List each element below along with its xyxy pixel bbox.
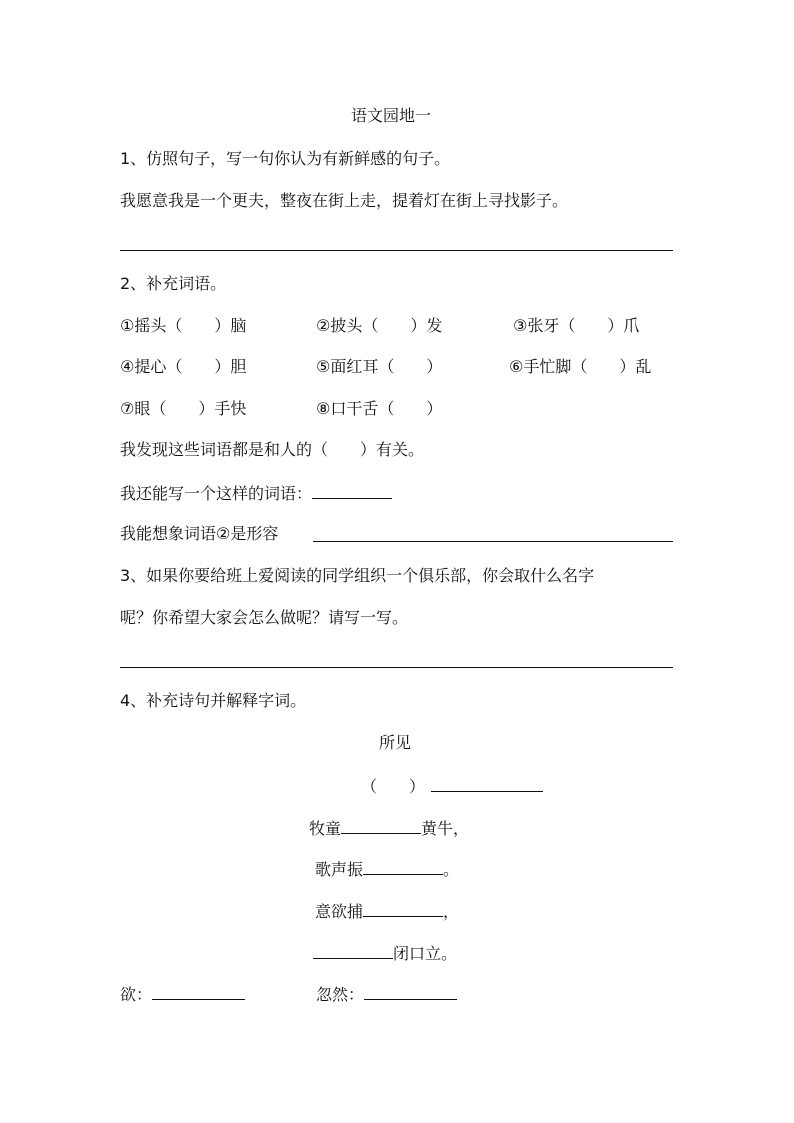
q3-prompt-line2: 呢？你希望大家会怎么做呢？请写一写。 <box>120 608 409 627</box>
q2-item[interactable]: ②披头（ ）发 <box>316 316 443 335</box>
poem-line-3-blank[interactable] <box>363 900 443 917</box>
poem-dynasty-blank[interactable] <box>431 775 543 792</box>
poem-line-4-end: 闭口立。 <box>393 944 458 963</box>
q2-also-write-blank[interactable] <box>312 482 392 499</box>
def-2 <box>316 983 457 1005</box>
q2-item[interactable]: ①摇头（ ）脑 <box>120 316 247 335</box>
def-1 <box>120 983 245 1005</box>
poem-line-2-start: 歌声振 <box>315 860 364 879</box>
q2-item[interactable]: ⑤面红耳（ ） <box>316 357 443 376</box>
page-title: 语文园地一 <box>351 106 432 125</box>
q2-imagine-line[interactable] <box>313 541 673 542</box>
q2-item[interactable]: ⑥手忙脚（ ）乱 <box>509 357 652 376</box>
def-2-label: 忽然： <box>316 985 365 1004</box>
def-1-label: 欲： <box>120 985 153 1004</box>
q4-prompt: 4、补充诗句并解释字词。 <box>120 691 307 710</box>
poem-line-1-start: 牧童 <box>309 819 342 838</box>
q2-item[interactable]: ⑧口干舌（ ） <box>316 399 443 418</box>
q2-also-write-label: 我还能写一个这样的词语： <box>120 484 313 503</box>
q1-example-sentence: 我愿意我是一个更夫，整夜在街上走，提着灯在街上寻找影子。 <box>120 191 569 210</box>
q2-item[interactable]: ⑦眼（ ）手快 <box>120 399 247 418</box>
q2-item[interactable]: ③张牙（ ）爪 <box>513 316 640 335</box>
q2-discover-sentence[interactable]: 我发现这些词语都是和人的（ ）有关。 <box>120 440 425 459</box>
def-1-blank[interactable] <box>152 983 245 1000</box>
q2-prompt: 2、补充词语。 <box>120 274 227 293</box>
q3-prompt-line1: 3、如果你要给班上爱阅读的同学组织一个俱乐部，你会取什么名字 <box>120 566 595 585</box>
poem-line-2-end: 。 <box>443 860 460 879</box>
poem-line-1-end: 黄牛， <box>421 819 470 838</box>
def-2-blank[interactable] <box>364 983 457 1000</box>
q2-also-write <box>120 482 392 504</box>
q3-answer-line[interactable] <box>120 667 673 668</box>
poem-line-3-start: 意欲捕 <box>315 902 364 921</box>
poem-line-4 <box>313 942 457 964</box>
poem-author <box>361 775 543 797</box>
poem-author-paren[interactable]: （ ） <box>361 777 426 796</box>
q2-item[interactable]: ④提心（ ）胆 <box>120 357 247 376</box>
poem-line-3-end: ， <box>443 902 460 921</box>
q1-answer-line[interactable] <box>120 250 673 251</box>
q1-prompt: 1、仿照句子，写一句你认为有新鲜感的句子。 <box>120 149 451 168</box>
q2-imagine-label: 我能想象词语②是形容 <box>120 524 279 543</box>
poem-line-4-blank[interactable] <box>313 942 393 959</box>
poem-line-2 <box>315 858 459 880</box>
poem-line-1 <box>309 817 469 839</box>
poem-line-3 <box>315 900 459 922</box>
poem-line-1-blank[interactable] <box>341 817 421 834</box>
poem-title: 所见 <box>379 733 412 752</box>
poem-line-2-blank[interactable] <box>363 858 443 875</box>
